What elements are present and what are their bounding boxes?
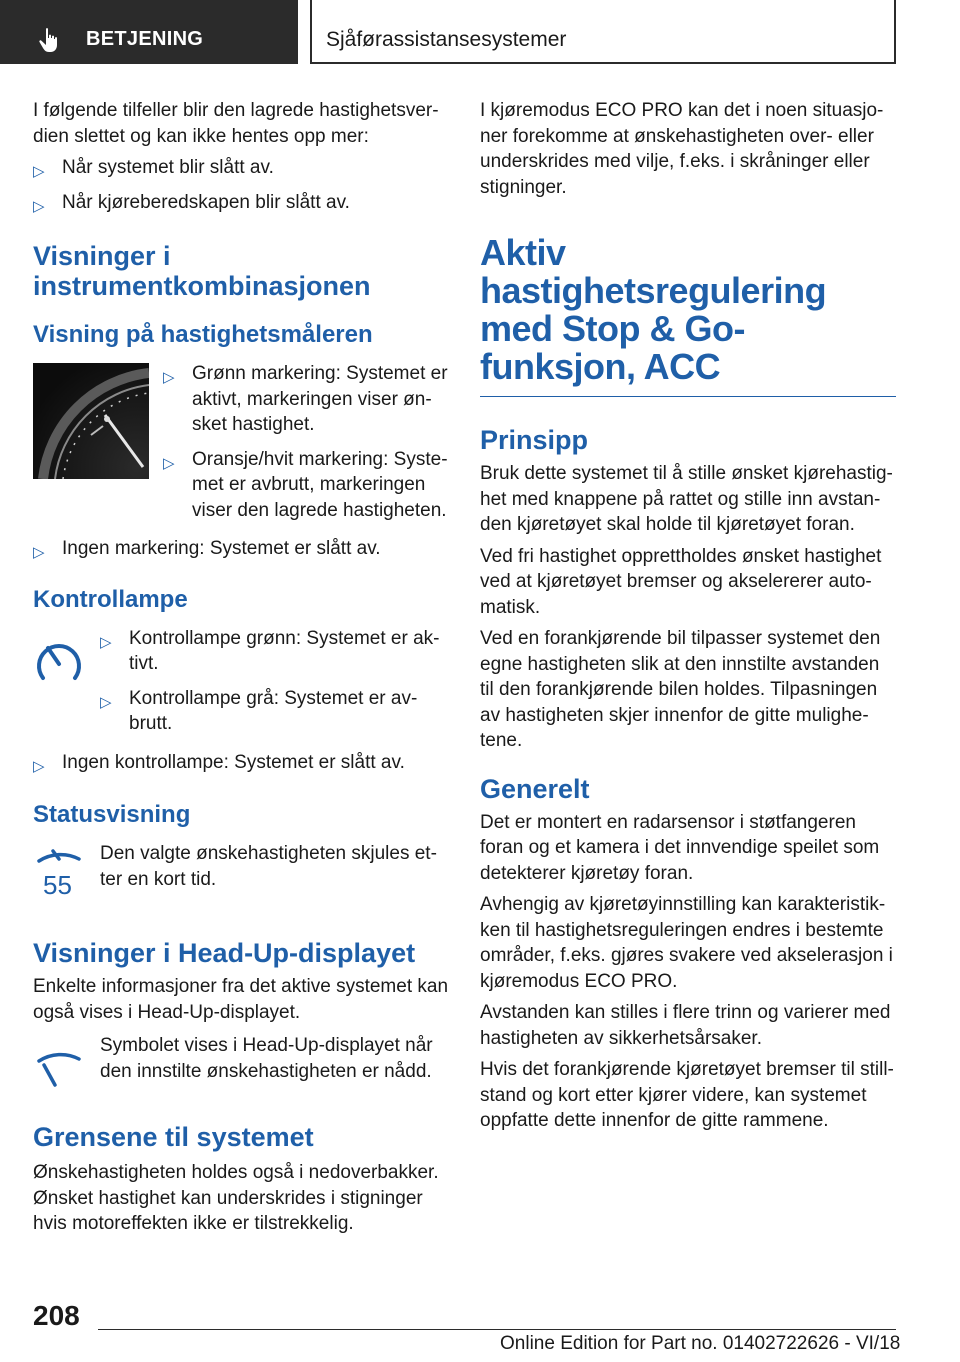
main-heading-acc: Aktiv hastighetsregulering med Stop & Go-funksjon, ACC [480, 234, 896, 397]
hud-symbol-icon [33, 1045, 91, 1096]
prinsipp-paragraph: Bruk dette systemet til å stille ønsket kjørehastig-het med knappene på rattet og stille inn avstan-den kjøretøyet skal holde til kjøretøyet foran. [480, 463, 893, 535]
control-lamp-row [33, 626, 453, 746]
generelt-paragraph: Avstanden kan stilles i flere trinn og varierer med hastigheten av sikkerhetsårsaker. [480, 1002, 891, 1049]
heading-grensene: Grensene til systemet [33, 1122, 314, 1152]
acc-indicator-lamp-icon [33, 634, 91, 691]
speedometer-figure-row [33, 359, 453, 532]
list-item: ▷ Kontrollampe grå: Systemet er av-brutt. [100, 687, 418, 734]
heading-hud: Visninger i Head-Up-displayet [33, 938, 416, 968]
page-number: 208 [33, 1300, 80, 1331]
right-column [480, 98, 896, 1140]
bullet-triangle-icon: ▷ [163, 369, 175, 386]
generelt-paragraph: Hvis det forankjørende kjøretøyet bremser til still-stand og kort etter kjører videre, kan systemet oppfatte dette innenfor de gitte rammene. [480, 1059, 894, 1131]
status-text: Den valgte ønskehastigheten skjules et-ter en kort tid. [100, 843, 437, 890]
section-title: BETJENING [86, 28, 204, 50]
list-item: ▷ Ingen kontrollampe: Systemet er slått av. [33, 750, 453, 776]
heading-speedometer: Visning på hastighetsmåleren [33, 321, 373, 348]
generelt-paragraph: Det er montert en radarsensor i støtfangeren foran og et kamera i det innvendige speilet som detekterer kjøretøy foran. [480, 811, 880, 884]
hud-symbol-text: Symbolet vises i Head-Up-displayet når den innstilte ønskehastigheten er nådd. [100, 1035, 433, 1082]
footer-divider [98, 1329, 896, 1330]
header-chapter-tab [310, 0, 896, 64]
eco-pro-paragraph: I kjøremodus ECO PRO kan det i noen situasjo-ner forekomme at ønskehastigheten over- eller underskrides med vilje, f.eks. i skråninger eller stigninger. [480, 100, 884, 198]
grensene-paragraph: Ønskehastigheten holdes også i nedoverbakker. Ønsket hastighet kan underskrides i stigninger hvis motoreffekten ikke er tilstrekkelig. [33, 1162, 439, 1234]
intro-paragraph: I følgende tilfeller blir den lagrede hastighetsver-dien slettet og kan ikke hentes opp mer: [33, 100, 439, 147]
list-item: ▷ Oransje/hvit markering: Syste-met er avbrutt, markeringen viser den lagrede hastigheten. [163, 448, 448, 521]
list-item: ▷ Kontrollampe grønn: Systemet er ak-tivt. [100, 627, 440, 674]
heading-kontrollampe: Kontrollampe [33, 585, 188, 613]
bullet-triangle-icon: ▷ [33, 163, 45, 180]
bullet-triangle-icon: ▷ [33, 757, 45, 775]
status-speed-number: 55 [43, 870, 72, 900]
list-item: ▷ Når systemet blir slått av. [33, 155, 453, 181]
status-display-row [33, 841, 453, 926]
hud-symbol-row [33, 1033, 453, 1096]
heading-generelt: Generelt [480, 773, 590, 804]
speedometer-image [33, 363, 149, 479]
bullet-triangle-icon: ▷ [100, 693, 112, 711]
edition-note: Online Edition for Part no. 01402722626 - VI/18 [500, 1333, 901, 1354]
chapter-title: Sjåførassistansesystemer [326, 28, 567, 51]
list-item: ▷ Ingen markering: Systemet er slått av. [33, 536, 453, 562]
heading-visninger: Visninger i instrumentkombinasjonen [33, 241, 371, 301]
prinsipp-paragraph: Ved fri hastighet opprettholdes ønsket hastighet ved at kjøretøyet bremser og akselererer auto-matisk. [480, 545, 882, 618]
prinsipp-paragraph: Ved en forankjørende bil tilpasser systemet den egne hastigheten slik at den innstilte avstanden til den forankjørende bilen holdes. Tilpasningen av hastigheten skjer innenfor de gitte mulighe-tene. [480, 628, 881, 751]
header-section-tab [0, 0, 298, 64]
generelt-paragraph: Avhengig av kjøretøyinnstilling kan karakteristik-ken til hastighetsreguleringen endres i bestemte områder, f.eks. gjøres svakere ved akselerasjon i kjøremodus ECO PRO. [480, 894, 893, 992]
list-item: ▷ Grønn markering: Systemet er aktivt, markeringen viser øn-sket hastighet. [163, 363, 448, 435]
bullet-triangle-icon: ▷ [33, 544, 45, 561]
bullet-triangle-icon: ▷ [100, 633, 112, 651]
left-column [33, 98, 453, 1243]
heading-statusvisning: Statusvisning [33, 801, 191, 828]
status-speed-icon [33, 845, 91, 926]
bullet-triangle-icon: ▷ [163, 454, 175, 472]
hand-pointer-icon [38, 27, 62, 53]
list-item: ▷ Når kjøreberedskapen blir slått av. [33, 190, 453, 216]
hud-paragraph: Enkelte informasjoner fra det aktive systemet kan også vises i Head-Up-displayet. [33, 976, 449, 1023]
bullet-triangle-icon: ▷ [33, 197, 45, 215]
heading-prinsipp: Prinsipp [480, 425, 589, 455]
